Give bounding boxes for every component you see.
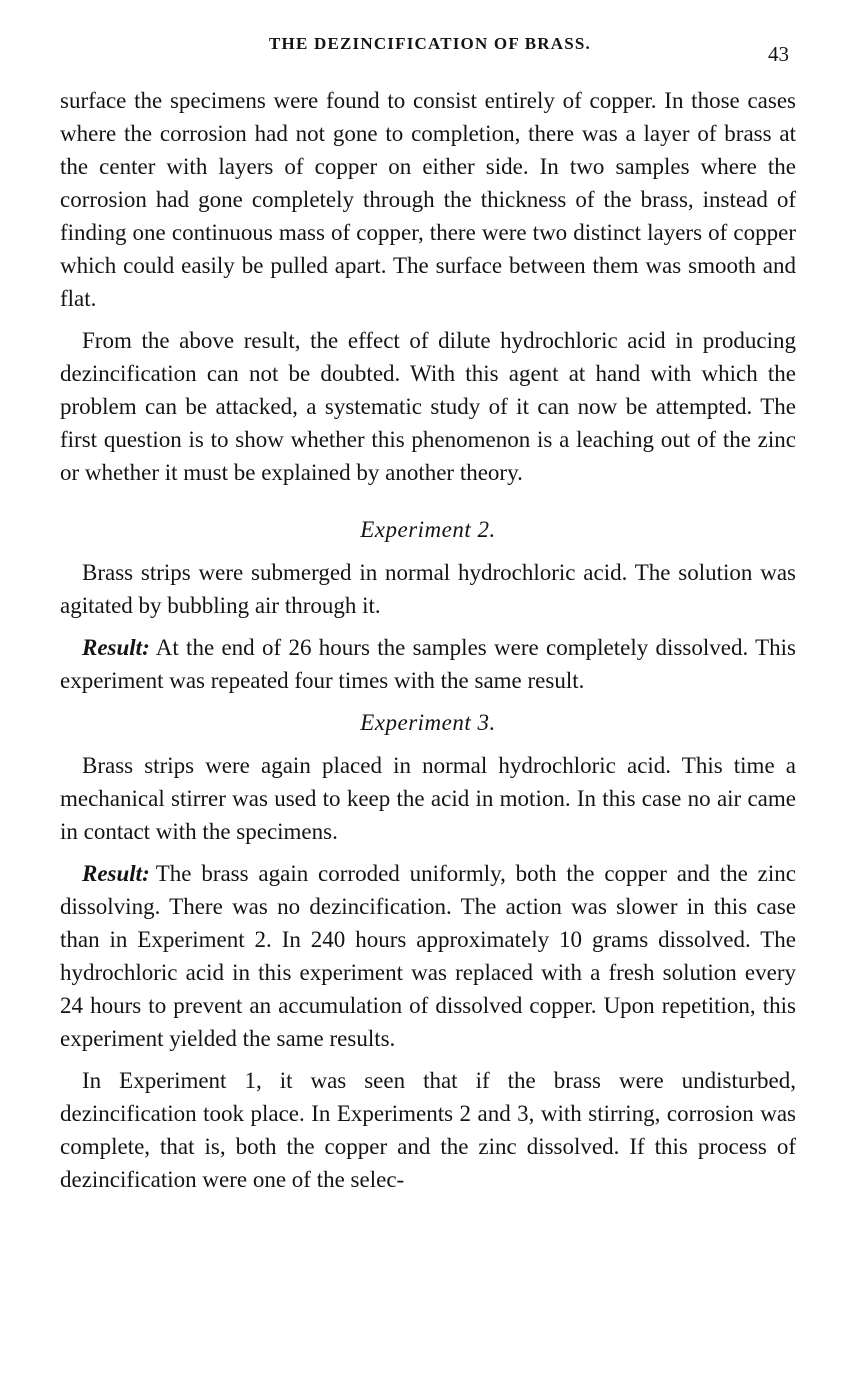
- experiment-3-result-label: Result:: [82, 861, 150, 886]
- page-number: 43: [768, 42, 789, 66]
- experiment-3-result: [60, 857, 796, 1055]
- experiment-3-procedure: Brass strips were again placed in normal hydrochloric acid. This time a mechanical stirrer was used to keep the acid in motion. In this case no air came in contact with the specimens.: [60, 753, 796, 844]
- paragraph-final: In Experiment 1, it was seen that if the brass were undisturbed, dezincification took place. In Experiments 2 and 3, with stirring, corrosion was complete, that is, both the copper and the zinc dissolved. If this process of dezincification were one of the selec-: [60, 1068, 796, 1192]
- running-title: THE DEZINCIFICATION OF BRASS.: [269, 34, 591, 53]
- experiment-2-result-text: At the end of 26 hours the samples were completely dissolved. This experiment was repeated four times with the same result.: [60, 635, 796, 693]
- experiment-2-result-label: Result:: [82, 635, 150, 660]
- experiment-3-result-text: The brass again corroded uniformly, both the copper and the zinc dissolving. There was no dezincification. The action was slower in this case than in Experiment 2. In 240 hours approximately 10 grams dissolved. The hydrochloric acid in this experiment was replaced with a fresh solution every 24 hours to prevent an accumulation of dissolved copper. Upon repetition, this experiment yielded the same results.: [60, 861, 796, 1051]
- experiment-2-procedure: Brass strips were submerged in normal hydrochloric acid. The solution was agitated by bubbling air through it.: [60, 560, 796, 618]
- page-body: [60, 84, 796, 1205]
- experiment-2-heading: Experiment 2.: [360, 517, 496, 542]
- paragraph-continuation: surface the specimens were found to consist entirely of copper. In those cases where the corrosion had not gone to completion, there was a layer of brass at the center with layers of copper on either side. In two samples where the corrosion had gone completely through the thickness of the brass, instead of finding one continuous mass of copper, there were two distinct layers of copper which could easily be pulled apart. The surface between them was smooth and flat.: [60, 88, 796, 311]
- experiment-3-heading: Experiment 3.: [360, 710, 496, 735]
- paragraph-discussion: From the above result, the effect of dilute hydrochloric acid in producing dezincification can not be doubted. With this agent at hand with which the problem can be attacked, a systematic study of it can now be attempted. The first question is to show whether this phenomenon is a leaching out of the zinc or whether it must be explained by another theory.: [60, 328, 796, 485]
- experiment-2-result: [60, 631, 796, 697]
